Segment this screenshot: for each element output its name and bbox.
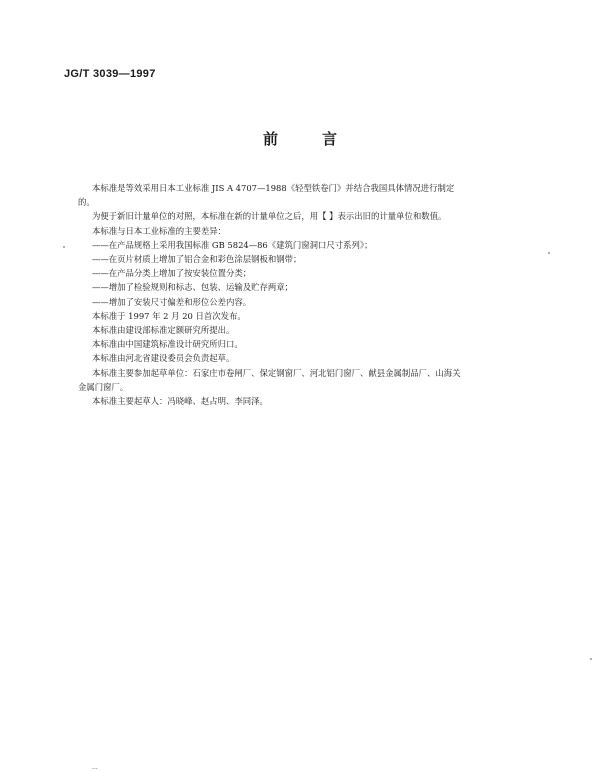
scan-speck xyxy=(590,658,592,660)
section-title: 前言 xyxy=(262,130,381,148)
difference-item: ——在产品规格上采用我国标准 GB 5824—86《建筑门窗洞口尺寸系列》； xyxy=(92,239,373,250)
paragraph-release-date: 本标准于 1997 年 2 月 20 日首次发布。 xyxy=(92,310,246,321)
body-text xyxy=(78,181,556,408)
paragraph-drafters: 本标准主要起草人：冯晓峰、赵占明、李同泽。 xyxy=(92,396,268,407)
paragraph-participants-cont: 金属门窗厂。 xyxy=(78,381,129,392)
paragraph-intro: 本标准是等效采用日本工业标准 JIS A 4707—1988《轻型铁卷门》并结合我国具体情况进行制定 xyxy=(92,183,455,193)
page-marker: ... xyxy=(92,764,98,771)
difference-item: ——在页片材质上增加了铝合金和彩色涂层钢板和钢带； xyxy=(92,254,302,265)
paragraph-participants: 本标准主要参加起草单位：石家庄市卷闸厂、保定钢窗厂、河北铝门窗厂、献县金属制品厂、山海关 xyxy=(92,367,461,378)
paragraph-differences: 本标准与日本工业标准的主要差异： xyxy=(92,225,226,236)
difference-item: ——在产品分类上增加了按安装位置分类； xyxy=(92,268,252,279)
scan-speck xyxy=(63,246,65,248)
paragraph-drafted-by: 本标准由河北省建设委员会负责起草。 xyxy=(92,353,235,364)
paragraph-units: 为便于新旧计量单位的对照，本标准在新的计量单位之后，用【 】表示出旧的计量单位和数值。 xyxy=(92,211,447,222)
paragraph-proposed-by: 本标准由建设部标准定额研究所提出。 xyxy=(92,325,235,336)
paragraph-managed-by: 本标准由中国建筑标准设计研究所归口。 xyxy=(92,339,243,350)
document-code: JG/T 3039—1997 xyxy=(64,68,156,80)
paragraph-intro-cont: 的。 xyxy=(78,197,95,208)
difference-item: ——增加了检验规则和标志、包装、运输及贮存两章； xyxy=(92,282,293,293)
scan-speck xyxy=(548,252,550,254)
difference-item: ——增加了安装尺寸偏差和形位公差内容。 xyxy=(92,296,252,307)
